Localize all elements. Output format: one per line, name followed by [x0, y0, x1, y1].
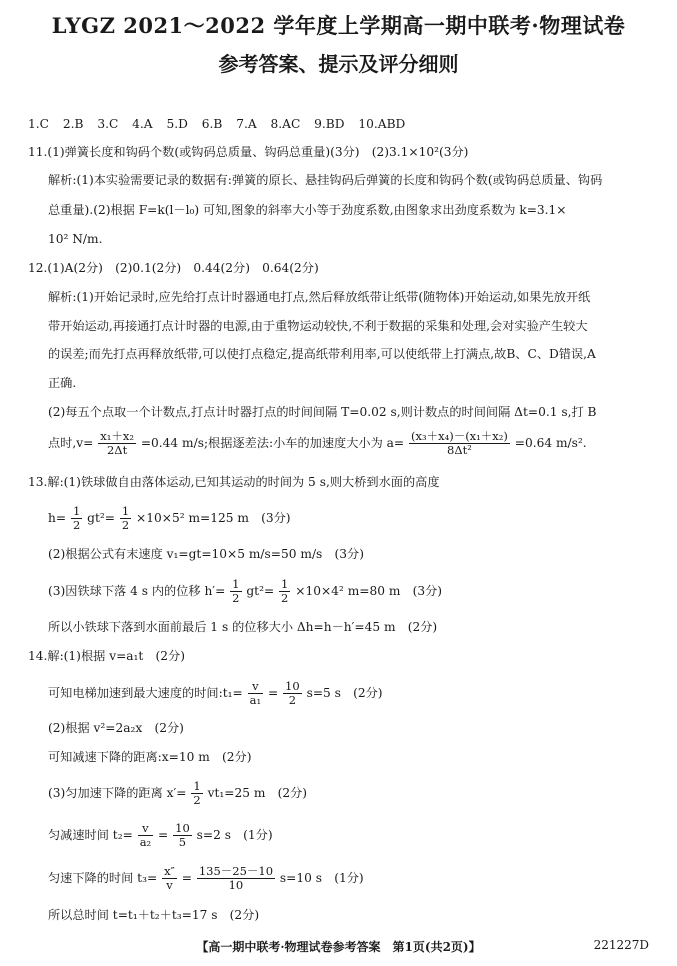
fraction-denominator: 2: [193, 793, 201, 807]
formula-text: 匀减速时间 t₂=: [48, 828, 133, 842]
q12-explanation-line: 带开始运动,再接通打点计时器的电源,由于重物运动较快,不利于数据的采集和处理,会对实验产生较大: [48, 319, 588, 333]
fraction-denominator: 2: [121, 518, 130, 532]
fraction: [120, 505, 131, 532]
q11-explanation-line: 解析:(1)本实验需要记录的数据有:弹簧的原长、悬挂钩码后弹簧的长度和钩码个数(或钩码总质量、钩码: [48, 173, 603, 187]
formula-text: =: [181, 871, 192, 885]
q12-answer: 12.(1)A(2分) (2)0.1(2分) 0.44(2分) 0.64(2分): [28, 261, 319, 275]
mc-answer: 7.A: [236, 117, 257, 131]
fraction: [191, 780, 202, 807]
q12-explanation-line: 的误差;而先打点再释放纸带,可以使打点稳定,提高纸带利用率,可以使纸带上打满点,故B、C、D错误,A: [48, 347, 596, 361]
q14-formula-line: [48, 822, 273, 849]
fraction: [283, 680, 302, 707]
fraction-numerator: 10: [175, 821, 190, 835]
fraction-denominator: 2Δt: [106, 443, 128, 457]
fraction-denominator: 2: [72, 518, 81, 532]
fraction: [173, 822, 192, 849]
fraction-numerator: 1: [281, 577, 289, 591]
q11-explanation-line: 总重量).(2)根据 F=k(l－l₀) 可知,图象的斜率大小等于劲度系数,由图象求出劲度系数为 k=3.1×: [48, 203, 567, 217]
formula-text: s=5 s (2分): [306, 686, 383, 700]
fraction-numerator: v: [248, 680, 263, 694]
fraction-numerator: 10: [285, 679, 300, 693]
fraction-denominator: v: [166, 878, 173, 892]
fraction: [230, 578, 241, 605]
fraction-denominator: 5: [178, 835, 187, 849]
fraction: [409, 430, 510, 457]
q13-line: 13.解:(1)铁球做自由落体运动,已知其运动的时间为 5 s,则大桥到水面的高度: [28, 475, 440, 489]
mc-answer: 1.C: [28, 117, 49, 131]
fraction-denominator: 2: [281, 591, 289, 605]
formula-text: h=: [48, 511, 67, 525]
mc-answer: 6.B: [201, 117, 223, 131]
mc-answer: 10.ABD: [358, 117, 406, 131]
q14-formula-line: [48, 865, 364, 892]
formula-text: 可知电梯加速到最大速度的时间:t₁=: [48, 686, 243, 700]
q11-answer: 11.(1)弹簧长度和钩码个数(或钩码总质量、钩码总重量)(3分) (2)3.1×10²(3分): [28, 145, 469, 159]
formula-text: gt²=: [87, 511, 115, 525]
mc-answer: 3.C: [97, 117, 119, 131]
q12-formula-line: [48, 430, 587, 457]
fraction-numerator: 1: [232, 577, 240, 591]
mc-answer: 2.B: [62, 117, 84, 131]
fraction: [98, 430, 136, 457]
q14-line: (2)根据 v²=2a₂x (2分): [48, 721, 184, 735]
fraction-numerator: x″: [164, 864, 175, 878]
mc-answer: 4.A: [132, 117, 153, 131]
q12-explanation-line: (2)每五个点取一个计数点,打点计时器打点的时间间隔 T=0.02 s,则计数点的时间间隔 Δt=0.1 s,打 B: [48, 405, 597, 419]
formula-text: =: [158, 828, 169, 842]
fraction-numerator: 1: [193, 779, 201, 793]
q12-explanation-line: 正确.: [48, 376, 77, 390]
formula-text: s=10 s (1分): [279, 871, 364, 885]
formula-text: 匀速下降的时间 t₃=: [48, 871, 158, 885]
formula-text: (3)匀加速下降的距离 x′=: [48, 786, 187, 800]
fraction-denominator: 10: [228, 878, 244, 892]
formula-text: gt²=: [246, 584, 275, 598]
document-code: 221227D: [593, 938, 649, 952]
q14-formula-line: [48, 780, 307, 807]
fraction: [279, 578, 290, 605]
fraction: [197, 865, 275, 892]
formula-text: =: [267, 686, 279, 700]
formula-text: =0.44 m/s;根据逐差法:小车的加速度大小为 a=: [140, 436, 405, 450]
document-subtitle: 参考答案、提示及评分细则: [218, 52, 459, 76]
mc-answer: 8.AC: [270, 117, 301, 131]
fraction-numerator: v: [138, 822, 153, 836]
formula-text: s=2 s (1分): [196, 828, 273, 842]
fraction: [138, 822, 153, 849]
fraction: [162, 865, 177, 892]
formula-text: ×10×5² m=125 m (3分): [136, 511, 291, 525]
formula-text: 点时,v=: [48, 436, 94, 450]
fraction-denominator: a₂: [139, 835, 152, 849]
fraction-denominator: 2: [288, 693, 297, 707]
q11-explanation-line: 10² N/m.: [48, 232, 103, 246]
fraction-denominator: 2: [232, 591, 240, 605]
mc-answer: 5.D: [166, 117, 188, 131]
q14-line: 可知减速下降的距离:x=10 m (2分): [48, 750, 252, 764]
fraction-numerator: 135－25－10: [198, 864, 274, 878]
mc-answer: 9.BD: [314, 117, 345, 131]
fraction: [248, 680, 263, 707]
q13-line: (2)根据公式有末速度 v₁=gt=10×5 m/s=50 m/s (3分): [48, 547, 364, 561]
q14-line: 14.解:(1)根据 v=a₁t (2分): [28, 649, 185, 663]
fraction-denominator: a₁: [249, 693, 262, 707]
formula-text: vt₁=25 m (2分): [207, 786, 308, 800]
q12-explanation-line: 解析:(1)开始记录时,应先给打点计时器通电打点,然后释放纸带让纸带(随物体)开始运动,如果先放开纸: [48, 290, 591, 304]
q13-line: 所以小铁球下落到水面前最后 1 s 的位移大小 Δh=h－h′=45 m (2分): [48, 620, 438, 634]
fraction-numerator: x₁＋x₂: [100, 429, 134, 443]
formula-text: =0.64 m/s².: [514, 436, 587, 450]
formula-text: (3)因铁球下落 4 s 内的位移 h′=: [48, 584, 226, 598]
fraction-numerator: 1: [72, 504, 81, 518]
fraction-numerator: 1: [121, 504, 130, 518]
q14-line: 所以总时间 t=t₁＋t₂＋t₃=17 s (2分): [48, 908, 260, 922]
fraction-numerator: (x₃＋x₄)－(x₁＋x₂): [411, 429, 508, 443]
q14-formula-line: [48, 680, 383, 707]
fraction-denominator: 8Δt²: [447, 443, 472, 457]
q13-formula-line: [48, 505, 291, 532]
fraction: [71, 505, 82, 532]
document-title: LYGZ 2021～2022 学年度上学期高一期中联考·物理试卷: [51, 13, 626, 38]
mc-answer-row: [28, 116, 405, 132]
q13-formula-line: [48, 578, 442, 605]
formula-text: ×10×4² m=80 m (3分): [295, 584, 443, 598]
page-footer: 【高一期中联考·物理试卷参考答案 第1页(共2页)】: [196, 940, 481, 954]
